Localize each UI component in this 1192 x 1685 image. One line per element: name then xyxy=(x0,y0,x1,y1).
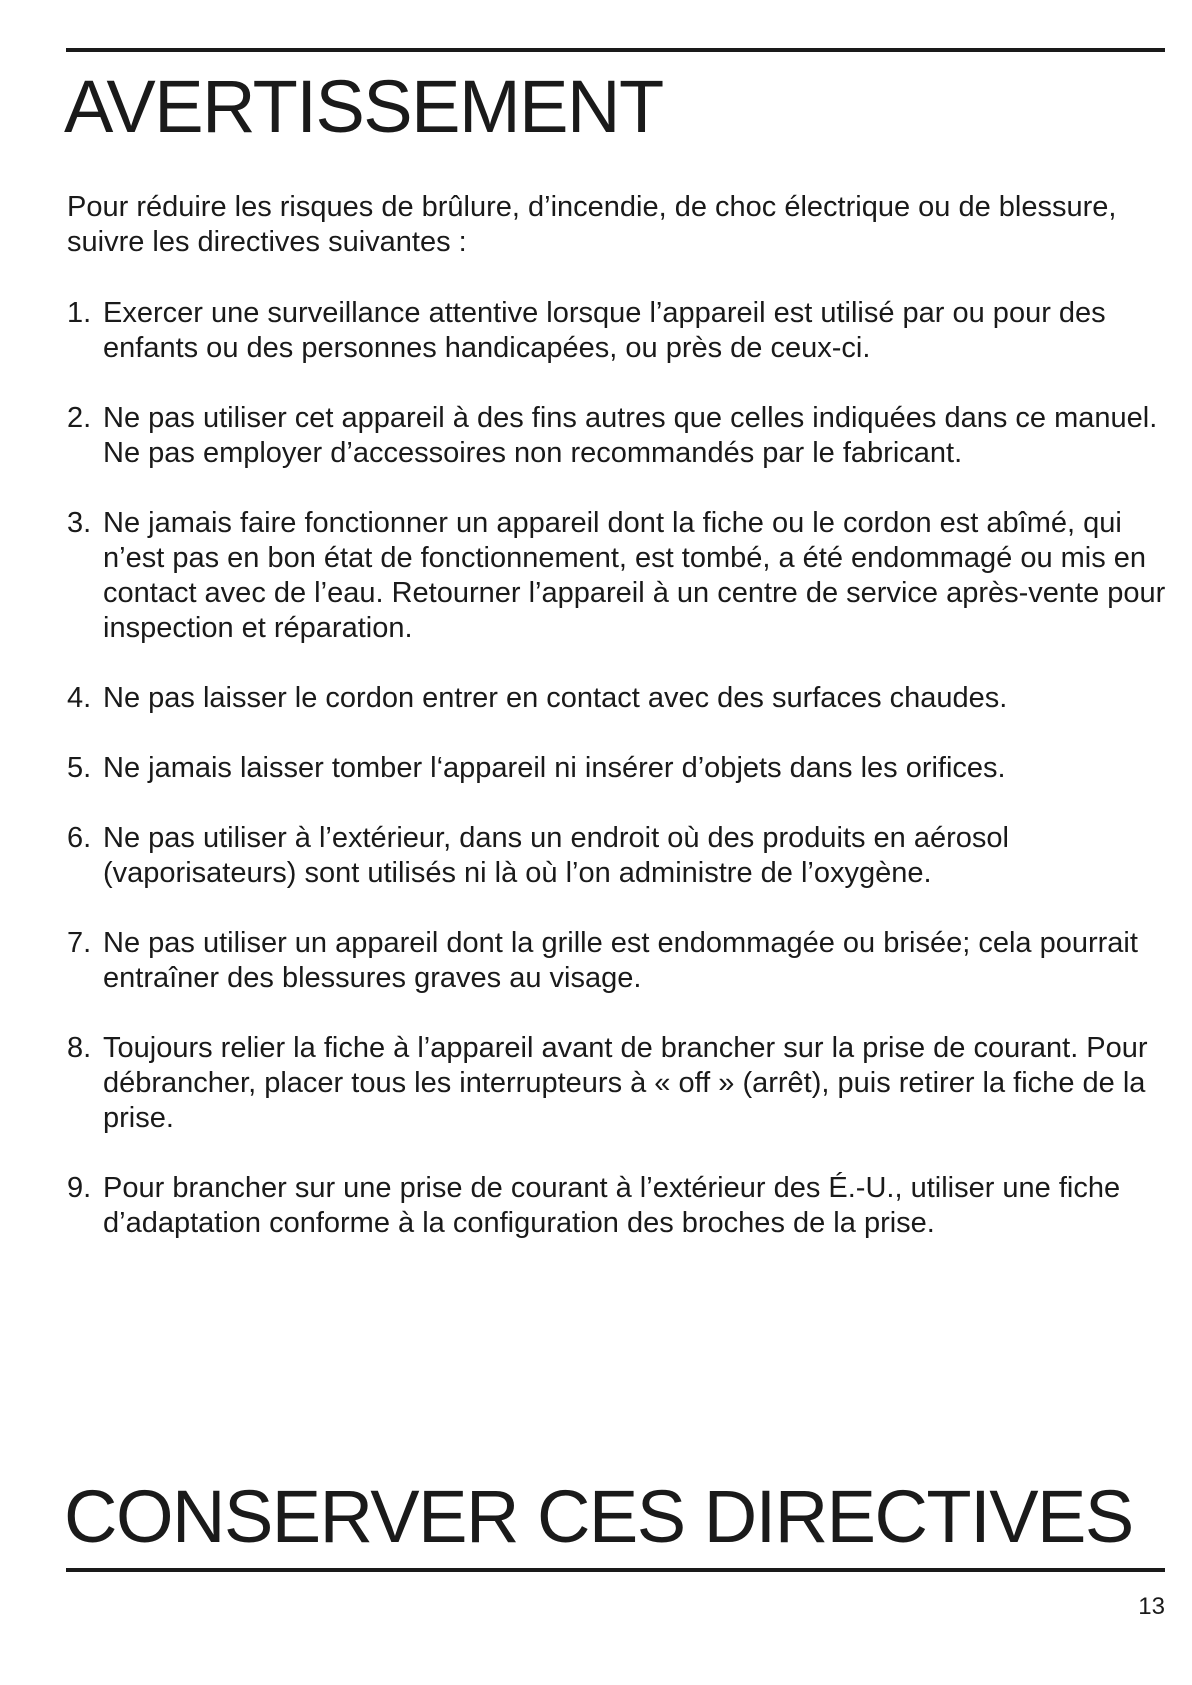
list-item-number: 5. xyxy=(67,752,92,784)
list-item xyxy=(67,821,1167,891)
intro-text: Pour réduire les risques de brûlure, d’incendie, de choc électrique ou de blessure, suivre les directives suivantes : xyxy=(67,191,1117,258)
list-item-number: 3. xyxy=(67,507,92,539)
bottom-rule xyxy=(66,1568,1165,1572)
list-item-text: Ne pas utiliser à l’extérieur, dans un endroit où des produits en aérosol (vaporisateurs) sont utilisés ni là où l’on administre de l’oxygène. xyxy=(103,822,1009,889)
safety-instructions-list xyxy=(67,296,1167,1276)
list-item xyxy=(67,296,1167,366)
list-item-text: Toujours relier la fiche à l’appareil avant de brancher sur la prise de courant. Pour débrancher, placer tous les interrupteurs à « off » (arrêt), puis retirer la fiche de la prise. xyxy=(103,1032,1148,1134)
list-item-number: 8. xyxy=(67,1032,92,1064)
list-item xyxy=(67,926,1167,996)
list-item xyxy=(67,751,1167,786)
list-item-number: 1. xyxy=(67,297,92,329)
list-item-text: Pour brancher sur une prise de courant à l’extérieur des É.-U., utiliser une fiche d’adaptation conforme à la configuration des broches de la prise. xyxy=(103,1172,1121,1239)
list-item-text: Ne pas utiliser un appareil dont la grille est endommagée ou brisée; cela pourrait entraîner des blessures graves au visage. xyxy=(103,927,1138,994)
list-item-number: 6. xyxy=(67,822,92,854)
list-item xyxy=(67,681,1167,716)
footer-heading: CONSERVER CES DIRECTIVES xyxy=(64,1475,1133,1558)
list-item-text: Ne pas utiliser cet appareil à des fins autres que celles indiquées dans ce manuel. Ne pas employer d’accessoires non recommandés par le fabricant. xyxy=(103,402,1158,469)
page-number: 13 xyxy=(1138,1593,1165,1620)
list-item-text: Ne jamais faire fonctionner un appareil dont la fiche ou le cordon est abîmé, qui n’est pas en bon état de fonctionnement, est tombé, a été endommagé ou mis en contact avec de l’eau. Retourner l’appareil à un centre de service après-vente pour inspection et réparation. xyxy=(103,507,1166,644)
list-item-number: 7. xyxy=(67,927,92,959)
list-item-number: 4. xyxy=(67,682,92,714)
top-rule xyxy=(66,48,1165,52)
list-item-number: 9. xyxy=(67,1172,92,1204)
page-title: AVERTISSEMENT xyxy=(64,65,663,148)
list-item-number: 2. xyxy=(67,402,92,434)
list-item-text: Exercer une surveillance attentive lorsque l’appareil est utilisé par ou pour des enfants ou des personnes handicapées, ou près de ceux-ci. xyxy=(103,297,1106,364)
list-item-text: Ne pas laisser le cordon entrer en contact avec des surfaces chaudes. xyxy=(103,682,1008,714)
list-item xyxy=(67,506,1167,646)
list-item xyxy=(67,401,1167,471)
list-item xyxy=(67,1031,1167,1136)
list-item-text: Ne jamais laisser tomber l‘appareil ni insérer d’objets dans les orifices. xyxy=(103,752,1006,784)
list-item xyxy=(67,1171,1167,1241)
